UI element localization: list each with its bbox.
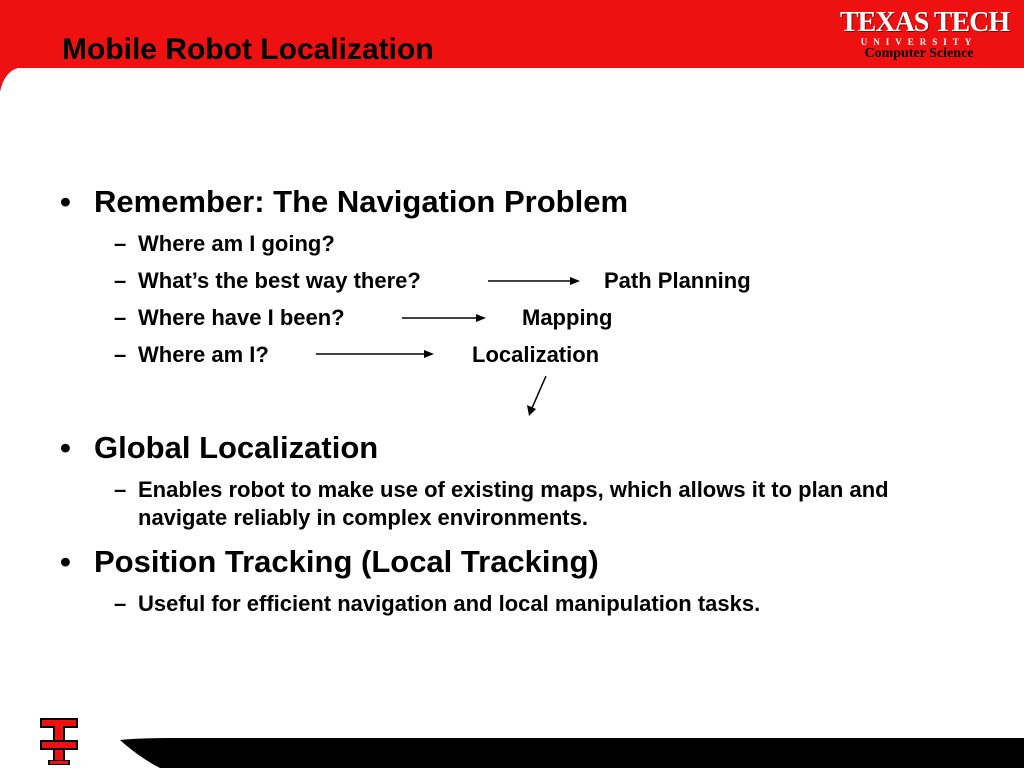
sub-item-text: Useful for efficient navigation and local manipulation tasks. — [138, 591, 761, 616]
dash-symbol: – — [114, 231, 127, 256]
result-path-planning: Path Planning — [604, 268, 751, 293]
logo-wordmark: TEXAS TECH — [840, 7, 1010, 38]
logo-university: UNIVERSITY — [860, 37, 978, 47]
dash-symbol: – — [114, 268, 127, 293]
result-mapping: Mapping — [522, 305, 613, 330]
bullet-text: Position Tracking (Local Tracking) — [94, 544, 599, 579]
bullet-text: Remember: The Navigation Problem — [94, 184, 629, 219]
bullet-symbol: • — [60, 544, 71, 579]
sub-item-text: What’s the best way there? — [138, 268, 421, 293]
dash-symbol: – — [114, 591, 127, 616]
dash-symbol: – — [114, 477, 127, 502]
slide-title: Mobile Robot Localization — [62, 33, 434, 66]
bullet-symbol: • — [60, 430, 71, 465]
double-t-icon — [38, 716, 80, 766]
footer-band — [0, 700, 1024, 768]
bullet-symbol: • — [60, 184, 71, 219]
logo-department: Computer Science — [864, 46, 974, 61]
bullet-text: Global Localization — [94, 430, 379, 465]
sub-item-text: Where am I? — [138, 342, 269, 367]
sub-item-text: Where have I been? — [138, 305, 345, 330]
sub-item-text: Enables robot to make use of existing maps, which allows it to plan and navigate reliably in complex environments. — [138, 477, 889, 530]
dash-symbol: – — [114, 305, 127, 330]
result-localization: Localization — [472, 342, 600, 367]
dash-symbol: – — [114, 342, 127, 367]
sub-item-text: Where am I going? — [138, 231, 335, 256]
